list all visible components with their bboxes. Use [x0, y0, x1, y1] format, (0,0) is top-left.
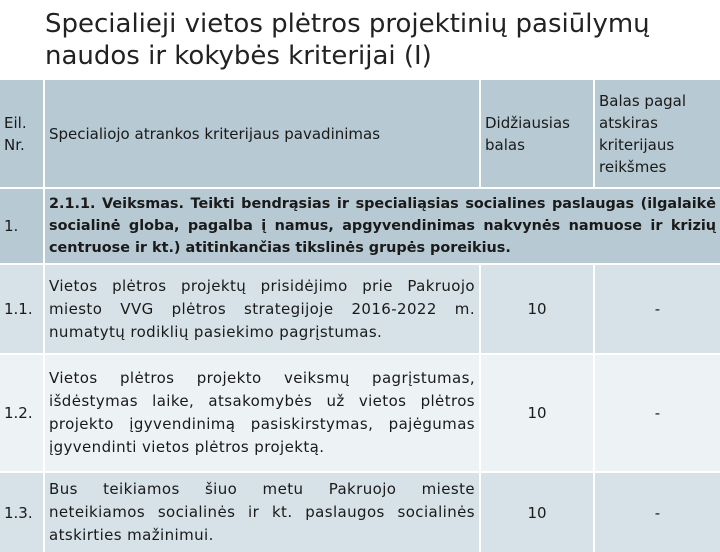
row-max: 10	[480, 264, 594, 354]
header-score: Balas pagal atskiras kriterijaus reikšmes	[594, 80, 720, 188]
table-row	[0, 354, 720, 472]
section-nr: 1.	[0, 188, 44, 264]
header-name: Specialiojo atrankos kriterijaus pavadinimas	[44, 80, 480, 188]
page-title: Specialieji vietos plėtros projektinių pasiūlymų naudos ir kokybės kriterijai (I)	[45, 9, 650, 71]
row-max: 10	[480, 354, 594, 472]
row-score: -	[594, 472, 720, 552]
table-row	[0, 264, 720, 354]
row-nr: 1.3.	[0, 472, 44, 552]
header-nr: Eil. Nr.	[0, 80, 44, 188]
section-text: 2.1.1. Veiksmas. Teikti bendrąsias ir specialiąsias socialines paslaugas (ilgalaikė socialinė globa, pagalba į namus, apgyvendinimas nakvynės namuose ir krizių centruose ir kt.) atitinkančias tikslinės grupės poreikius.	[44, 188, 720, 264]
table-header-row	[0, 80, 720, 188]
row-text: Bus teikiamos šiuo metu Pakruojo mieste neteikiamos socialinės ir kt. paslaugos socialinės atskirties mažinimui.	[44, 472, 480, 552]
row-score: -	[594, 354, 720, 472]
header-max: Didžiausias balas	[480, 80, 594, 188]
row-nr: 1.2.	[0, 354, 44, 472]
row-text: Vietos plėtros projektų prisidėjimo prie Pakruojo miesto VVG plėtros strategijoje 2016-2022 m. numatytų rodiklių pasiekimo pagrįstumas.	[44, 264, 480, 354]
row-score: -	[594, 264, 720, 354]
row-text: Vietos plėtros projekto veiksmų pagrįstumas, išdėstymas laike, atsakomybės už vietos plėtros projekto įgyvendinimą pasiskirstymas, pajėgumas įgyvendinti vietos plėtros projektą.	[44, 354, 480, 472]
row-max: 10	[480, 472, 594, 552]
table-row	[0, 472, 720, 552]
row-nr: 1.1.	[0, 264, 44, 354]
criteria-table	[0, 80, 720, 552]
section-row	[0, 188, 720, 264]
